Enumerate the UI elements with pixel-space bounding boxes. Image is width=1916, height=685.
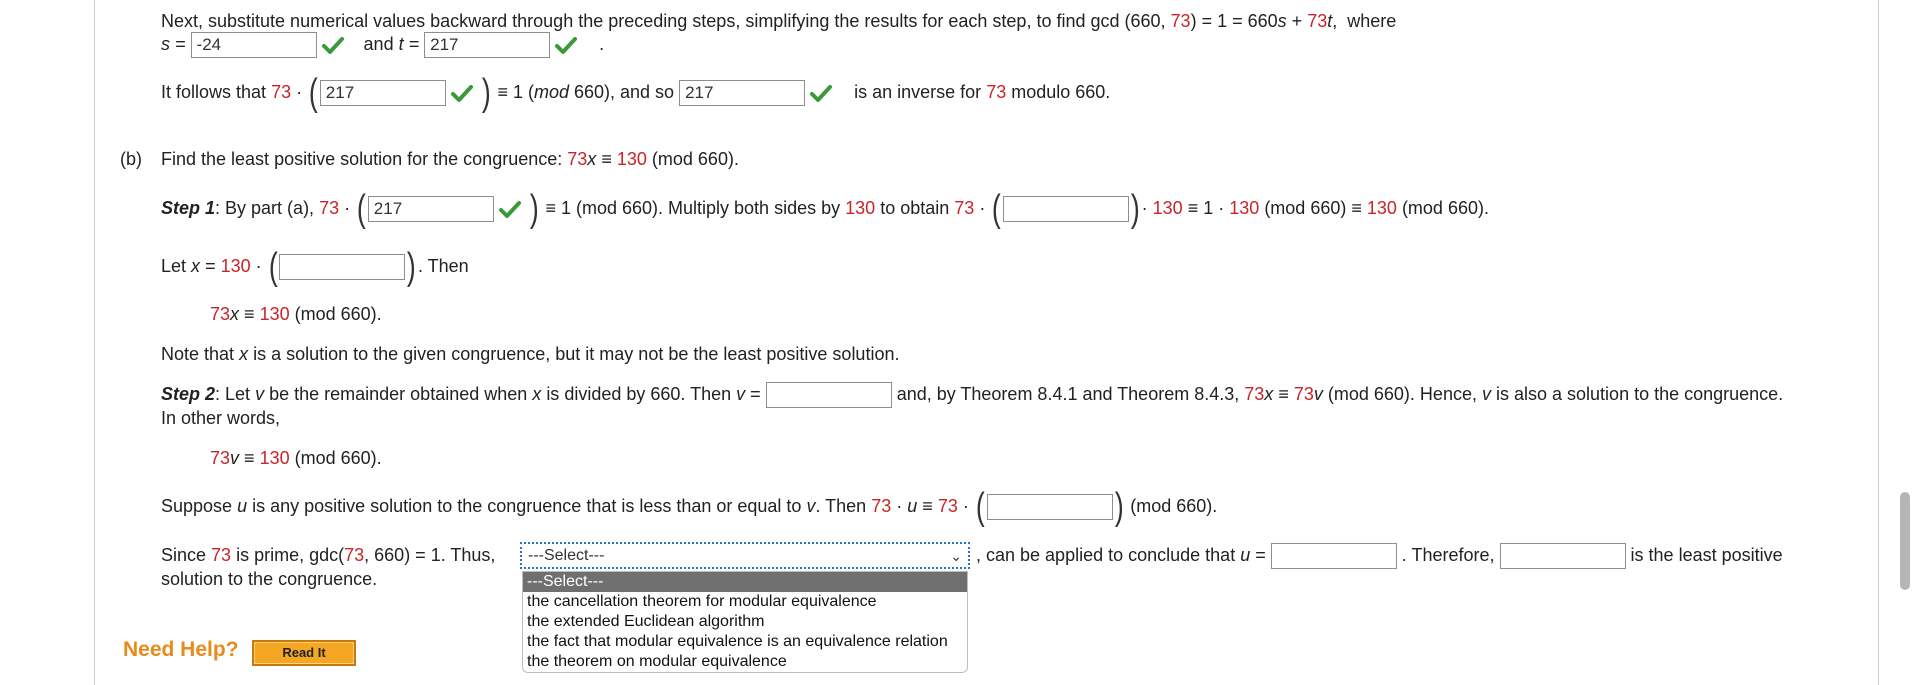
- check-icon: [809, 83, 833, 103]
- least-solution-input[interactable]: [1500, 543, 1626, 569]
- select-option[interactable]: the cancellation theorem for modular equivalence: [527, 593, 877, 610]
- close-paren: ): [481, 72, 491, 114]
- s-input[interactable]: -24: [191, 32, 317, 58]
- solution-line: solution to the congruence.: [161, 569, 378, 589]
- theorem-select[interactable]: [520, 542, 970, 569]
- congruence-x: 73x ≡ 130 (mod 660).: [210, 304, 382, 324]
- let-x-line: Let x = 130 · ( ) . Then: [161, 246, 469, 288]
- chevron-down-icon: ⌄: [950, 548, 962, 564]
- check-icon: [450, 83, 474, 103]
- close-paren: ): [407, 246, 417, 288]
- need-help-label: Need Help?: [123, 638, 239, 661]
- s-t-line: s = -24 and t = 217 .: [161, 32, 604, 58]
- congruence-v: 73v ≡ 130 (mod 660).: [210, 448, 382, 468]
- open-paren: (: [268, 246, 278, 288]
- part-b-prompt: Find the least positive solution for the congruence: 73x ≡ 130 (mod 660).: [161, 149, 739, 169]
- scrollbar-thumb[interactable]: [1900, 492, 1910, 590]
- close-paren: ): [1114, 486, 1124, 528]
- v-value-input[interactable]: [766, 382, 892, 408]
- step1-multiplier-input[interactable]: [1003, 196, 1129, 222]
- open-paren: (: [357, 188, 366, 230]
- select-option[interactable]: the extended Euclidean algorithm: [527, 613, 765, 630]
- step1-inverse-input[interactable]: 217: [368, 196, 494, 222]
- u-value-input[interactable]: [1271, 543, 1397, 569]
- suppose-line: Suppose u is any positive solution to the congruence that is less than or equal to v. Then 73 · u ≡ 73 · ( ) (mod 660).: [161, 486, 1218, 528]
- x-value-input[interactable]: [279, 254, 405, 280]
- inverse-check-input[interactable]: 217: [320, 80, 446, 106]
- inverse-input[interactable]: 217: [679, 80, 805, 106]
- select-dropdown: [522, 571, 968, 673]
- open-paren: (: [309, 72, 318, 114]
- check-icon: [321, 35, 345, 55]
- select-option[interactable]: ---Select---: [523, 572, 967, 592]
- in-other-words: In other words,: [161, 408, 281, 428]
- since-line-end: , can be applied to conclude that u = . Therefore, is the least positive: [976, 543, 1783, 569]
- open-paren: (: [975, 486, 985, 528]
- left-border: [94, 0, 95, 685]
- close-paren: ): [1130, 188, 1140, 230]
- step1-line: Step 1: By part (a), 73 · ( 217 ) ≡ 1 (mod 660). Multiply both sides by 130 to obtain 73 · ( ) · 130 ≡ 1 · 130 (mod 660) ≡ 130 (mod 660).: [161, 188, 1489, 230]
- select-option[interactable]: the fact that modular equivalence is an equivalence relation: [527, 633, 948, 650]
- note-line: Note that x is a solution to the given congruence, but it may not be the least positive solution.: [161, 344, 900, 364]
- right-border: [1878, 0, 1879, 685]
- select-option[interactable]: the theorem on modular equivalence: [527, 653, 787, 670]
- step2-line: Step 2: Let v be the remainder obtained when x is divided by 660. Then v = and, by Theorem 8.4.1 and Theorem 8.4.3, 73x ≡ 73v (mod 660). Hence, v is also a solution to the congruence.: [161, 382, 1783, 408]
- select-value: ---Select---: [528, 547, 605, 564]
- close-paren: ): [529, 188, 539, 230]
- u-multiplier-input[interactable]: [987, 494, 1113, 520]
- open-paren: (: [992, 188, 1002, 230]
- follows-line: It follows that 73 · ( 217 ) ≡ 1 (mod 660), and so 217 is an inverse for 73 modulo 660.: [161, 72, 1111, 114]
- part-b-label: (b): [120, 149, 142, 169]
- since-line-start: Since 73 is prime, gdc(73, 660) = 1. Thus,: [161, 545, 496, 565]
- check-icon: [498, 199, 522, 219]
- substitute-line: Next, substitute numerical values backward through the preceding steps, simplifying the results for each step, to find gcd (660, 73) = 1 = 660s + 73t, where: [161, 11, 1397, 31]
- read-it-button[interactable]: Read It: [252, 640, 356, 666]
- t-input[interactable]: 217: [424, 32, 550, 58]
- check-icon: [554, 35, 578, 55]
